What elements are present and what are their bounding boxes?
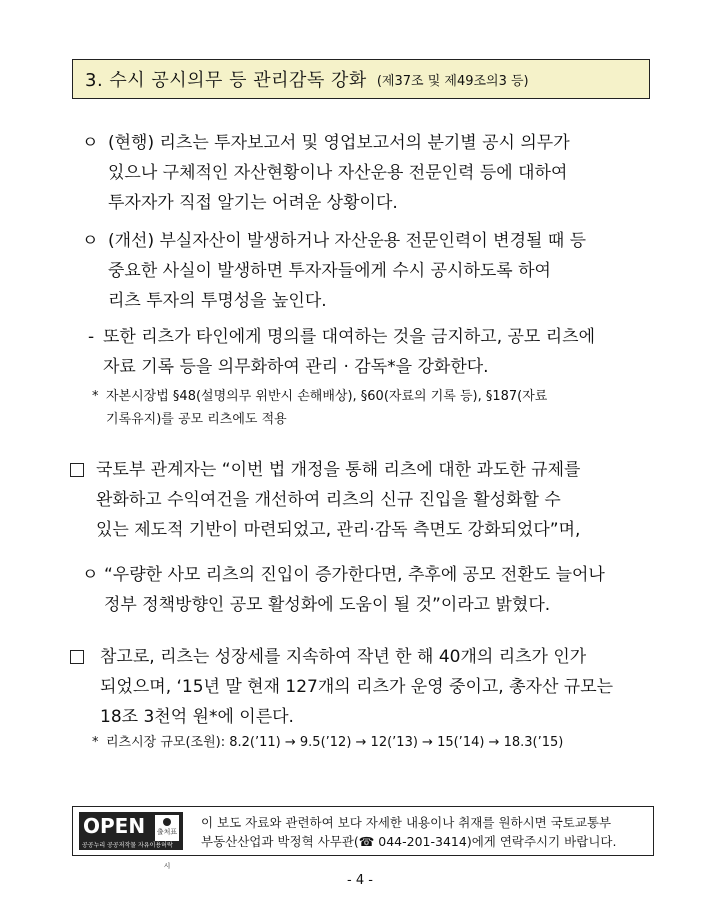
footnote-capital-markets: [106, 385, 547, 431]
star-bullet: *: [92, 389, 99, 404]
section-subtitle: (제37조 및 제49조의3 등): [376, 73, 529, 89]
person-icon: [163, 818, 171, 826]
section-title: 3. 수시 공시의무 등 관리감독 강화: [85, 70, 367, 91]
section-header: [72, 59, 650, 99]
text-line: 리츠 투자의 투명성을 높인다.: [108, 291, 327, 311]
paragraph-reference: [100, 642, 613, 732]
text-line: 투자자가 직접 알기는 어려운 상황이다.: [108, 193, 398, 213]
text-line: 자본시장법 §48(설명의무 위반시 손해배상), §60(자료의 기록 등), §187(자료: [106, 389, 548, 404]
badge-label: 출처표시: [156, 828, 178, 870]
open-logo-word: OPEN: [83, 814, 146, 838]
text-line: 정부 정책방향인 공모 활성화에 도움이 될 것”이라고 밝혔다.: [104, 595, 551, 615]
text-line: (개선) 부실자산이 발생하거나 자산운용 전문인력이 변경될 때 등: [108, 231, 587, 251]
square-bullet: [70, 463, 84, 477]
paragraph-prohibition: [103, 322, 595, 382]
text-line: 부동산산업과 박정혁 사무관(☎ 044-201-3414)에게 연락주시기 바랍니다.: [201, 834, 617, 849]
paragraph-private-reits: [104, 560, 605, 620]
contact-footer: [72, 806, 654, 870]
contact-text: [201, 813, 616, 851]
paragraph-official-quote: [96, 455, 580, 545]
text-line: 완화하고 수익여건을 개선하여 리츠의 신규 진입을 활성화할 수: [96, 490, 561, 510]
circle-bullet: ㅇ: [82, 231, 99, 251]
text-line: 또한 리츠가 타인에게 명의를 대여하는 것을 금지하고, 공모 리츠에: [103, 327, 596, 347]
text-line: 있으나 구체적인 자산현황이나 자산운용 전문인력 등에 대하여: [108, 163, 568, 183]
text-line: “우량한 사모 리츠의 진입이 증가한다면, 추후에 공모 전환도 늘어나: [104, 565, 605, 585]
star-bullet: *: [92, 735, 99, 750]
text-line: (현행) 리츠는 투자보고서 및 영업보고서의 분기별 공시 의무가: [108, 133, 570, 153]
text-line: 있는 제도적 기반이 마련되었고, 관리·감독 측면도 강화되었다”며,: [96, 520, 581, 540]
footnote-market-size: [106, 731, 563, 754]
square-bullet: [70, 650, 84, 664]
text-line: 중요한 사실이 발생하면 투자자들에게 수시 공시하도록 하여: [108, 261, 551, 281]
text-line: 되었으며, ‘15년 말 현재 127개의 리츠가 운영 중이고, 총자산 규모는: [100, 677, 614, 697]
text-line: 국토부 관계자는 “이번 법 개정을 통해 리츠에 대한 과도한 규제를: [96, 460, 581, 480]
page-number: - 4 -: [347, 873, 373, 888]
text-line: 리츠시장 규모(조원): 8.2(’11) → 9.5(’12) → 12(’13) → 15(’14) → 18.3(’15): [106, 735, 564, 750]
paragraph-improvement: [108, 226, 586, 316]
circle-bullet: ㅇ: [82, 133, 99, 153]
paragraph-current: [108, 128, 570, 218]
text-line: 이 보도 자료와 관련하여 보다 자세한 내용이나 취재를 원하시면 국토교통부: [201, 815, 612, 830]
text-line: 참고로, 리츠는 성장세를 지속하여 작년 한 해 40개의 리츠가 인가: [100, 647, 587, 667]
open-license-logo: [79, 812, 183, 870]
circle-bullet: ㅇ: [82, 565, 99, 585]
text-line: 자료 기록 등을 의무화하여 관리 · 감독*을 강화한다.: [103, 357, 489, 377]
text-line: 기록유지)를 공모 리츠에도 적용: [106, 412, 287, 427]
attribution-badge-icon: [155, 815, 179, 870]
open-logo-caption: 공공누리 공공저작물 자유이용허락: [82, 842, 173, 849]
text-line: 18조 3천억 원*에 이른다.: [100, 707, 294, 727]
dash-bullet: -: [88, 327, 95, 347]
